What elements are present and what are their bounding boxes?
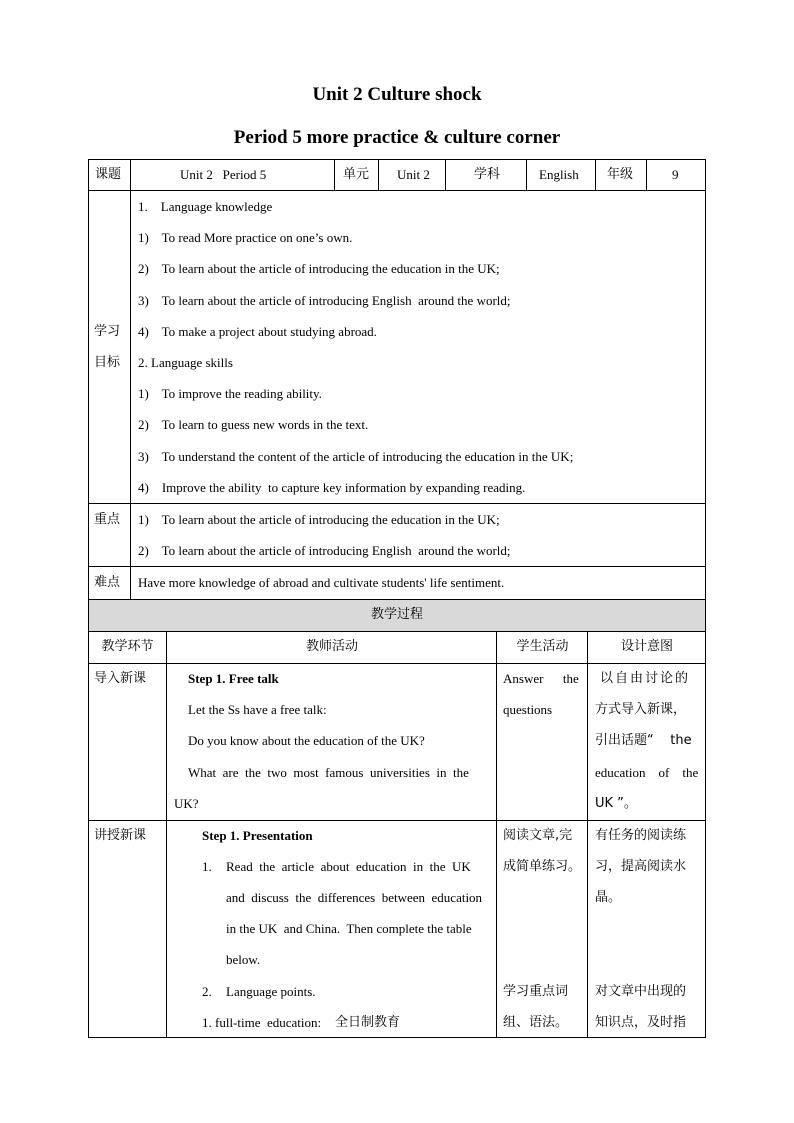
teaching-item1-number: 1. xyxy=(202,859,212,874)
column-header-intent: 设计意图 xyxy=(620,639,673,654)
difficulties-label: 难点 xyxy=(94,575,121,590)
unit-value: Unit 2 xyxy=(397,167,430,182)
teaching-intent-line: 有任务的阅读练 xyxy=(595,828,687,843)
column-header-teacher: 教师活动 xyxy=(305,639,358,654)
intro-student-activity: Answer the xyxy=(503,671,579,686)
table-border xyxy=(88,663,706,664)
document-title: Unit 2 Culture shock xyxy=(312,84,482,105)
teaching-stage: 讲授新课 xyxy=(94,828,147,843)
teaching-student-activity: 成简单练习。 xyxy=(503,859,582,874)
teaching-item1-line: and discuss the differences between education xyxy=(226,890,483,905)
objective-line: 2) To learn to guess new words in the text. xyxy=(138,417,369,432)
intro-stage: 导入新课 xyxy=(94,671,147,686)
teaching-student-activity: 阅读文章,完 xyxy=(503,828,573,843)
objective-line: 2) To learn about the article of introducing the education in the UK; xyxy=(138,261,500,276)
intro-intent-line: UK ”。 xyxy=(595,796,637,811)
table-border xyxy=(88,820,706,821)
subject-value: English xyxy=(539,167,579,182)
key-points-label: 重点 xyxy=(94,512,121,527)
teaching-item2-text: Language points. xyxy=(226,984,316,999)
teaching-step-title: Step 1. Presentation xyxy=(202,828,313,843)
topic-label: 课题 xyxy=(95,167,122,182)
table-border xyxy=(646,159,647,191)
table-border xyxy=(88,566,706,567)
intro-intent-line: 方式导入新课， xyxy=(595,702,687,717)
teaching-intent-line: 晶。 xyxy=(595,890,622,905)
objective-line: 3) To learn about the article of introducing English around the world; xyxy=(138,293,511,308)
teaching-student-activity: 组、语法。 xyxy=(503,1015,569,1030)
teaching-student-activity: 学习重点词 xyxy=(503,984,569,999)
unit-label: 单元 xyxy=(343,167,370,182)
objectives-label-line2: 目标 xyxy=(94,355,121,370)
table-border xyxy=(130,159,131,599)
document-subtitle: Period 5 more practice & culture corner xyxy=(233,127,561,148)
table-border xyxy=(166,631,167,1038)
table-border xyxy=(526,159,527,191)
intro-intent-line: 以自由讨论的 xyxy=(600,671,691,686)
table-border xyxy=(88,503,706,504)
lesson-plan-table xyxy=(88,159,706,1038)
key-point-line: 2) To learn about the article of introducing English around the world; xyxy=(138,543,511,558)
teaching-point1-chinese: 全日制教育 xyxy=(335,1015,401,1030)
teaching-point1-english: 1. full-time education: xyxy=(202,1015,322,1030)
intro-line: What are the two most famous universities in the xyxy=(188,765,469,780)
table-border xyxy=(88,159,706,160)
intro-step-title: Step 1. Free talk xyxy=(188,671,279,686)
table-border xyxy=(378,159,379,191)
teaching-item2-number: 2. xyxy=(202,984,212,999)
subject-label: 学科 xyxy=(474,167,501,182)
table-border xyxy=(445,159,446,191)
intro-line: Let the Ss have a free talk: xyxy=(188,702,327,717)
table-border xyxy=(334,159,335,191)
key-point-line: 1) To learn about the article of introducing the education in the UK; xyxy=(138,512,500,527)
intro-intent-line: 引出话题“ the xyxy=(595,733,692,748)
table-border xyxy=(88,159,89,1038)
objectives-label-line1: 学习 xyxy=(94,324,121,339)
difficulties-text: Have more knowledge of abroad and cultivate students' life sentiment. xyxy=(138,575,505,590)
teaching-item1-line: Read the article about education in the UK xyxy=(226,859,471,874)
intro-line: UK? xyxy=(174,796,199,811)
teaching-intent-line: 习，提高阅读水 xyxy=(595,859,687,874)
table-border xyxy=(88,190,706,191)
grade-value: 9 xyxy=(672,167,679,182)
table-border xyxy=(705,159,706,1038)
intro-line: Do you know about the education of the UK? xyxy=(188,733,425,748)
objective-line: 4) Improve the ability to capture key information by expanding reading. xyxy=(138,480,526,495)
teaching-intent-line: 知识点，及时指 xyxy=(595,1015,687,1030)
objective-line: 1) To improve the reading ability. xyxy=(138,386,322,401)
table-border xyxy=(595,159,596,191)
intro-intent-line: education of the xyxy=(595,765,699,780)
table-border xyxy=(496,631,497,1038)
table-border xyxy=(88,599,706,600)
table-border xyxy=(587,631,588,1038)
grade-label: 年级 xyxy=(607,167,634,182)
table-border xyxy=(88,1037,706,1038)
objective-line: 1. Language knowledge xyxy=(138,199,273,214)
objective-line: 4) To make a project about studying abroad. xyxy=(138,324,377,339)
process-header: 教学过程 xyxy=(370,607,423,622)
teaching-intent-line: 对文章中出现的 xyxy=(595,984,687,999)
teaching-item1-line: in the UK and China. Then complete the table xyxy=(226,921,472,936)
objective-line: 1) To read More practice on one’s own. xyxy=(138,230,353,245)
column-header-stage: 教学环节 xyxy=(101,639,154,654)
objective-line: 2. Language skills xyxy=(138,355,233,370)
teaching-item1-line: below. xyxy=(226,952,261,967)
table-border xyxy=(88,631,706,632)
topic-value: Unit 2 Period 5 xyxy=(180,167,267,182)
column-header-student: 学生活动 xyxy=(516,639,569,654)
intro-student-activity: questions xyxy=(503,702,553,717)
objective-line: 3) To understand the content of the article of introducing the education in the UK; xyxy=(138,449,574,464)
